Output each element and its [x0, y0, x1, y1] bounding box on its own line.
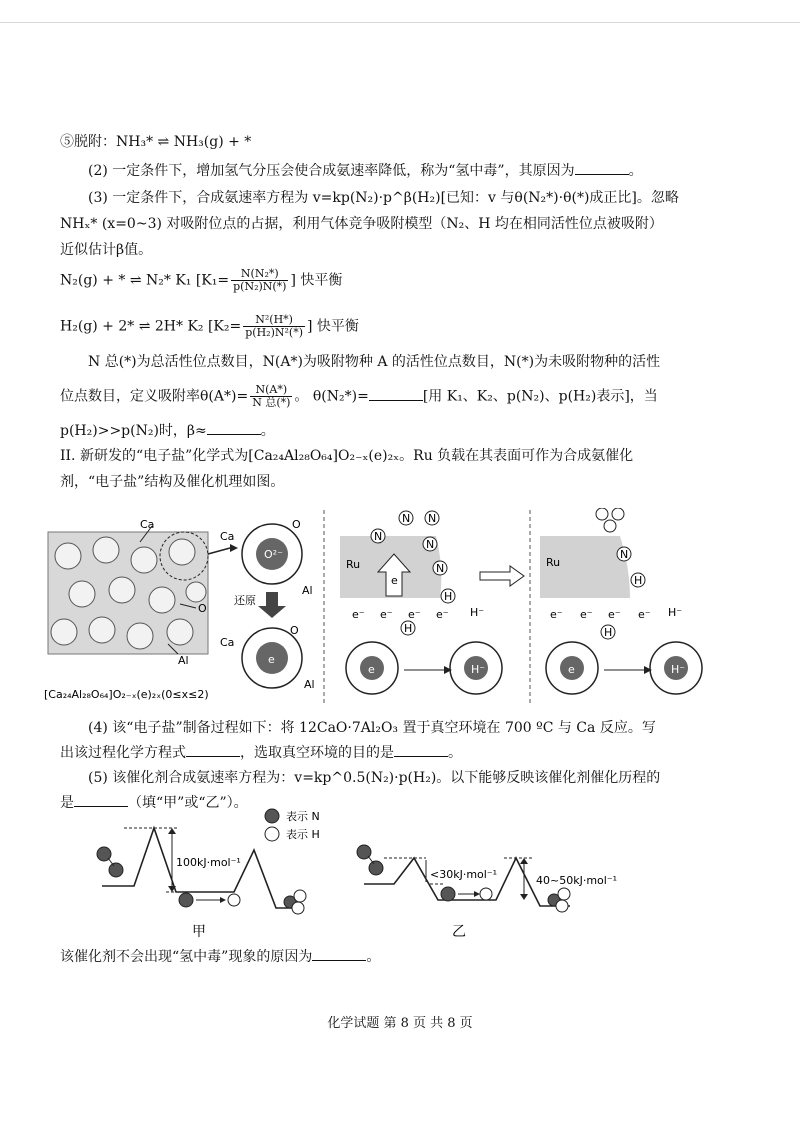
mechanism-panel-1 — [340, 511, 524, 621]
eq1-fraction — [231, 268, 288, 293]
profile-jia — [97, 828, 306, 940]
atom-n-5: N — [436, 562, 445, 575]
label-e-arrow: e — [391, 574, 398, 587]
text-line-definitions: N 总(*)为总活性位点数目，N(A*)为吸附物种 A 的活性位点数目，N(*)为未吸附物种的活性 — [88, 354, 661, 370]
answer-blank[interactable] — [575, 160, 629, 175]
label-ca: Ca — [140, 518, 155, 531]
atom-h-1: H — [444, 590, 453, 603]
q5-answer-blank[interactable] — [74, 792, 128, 807]
text-line-q4-cont — [60, 742, 462, 763]
cage-h-atom-1: H — [404, 622, 413, 635]
electron-1: e⁻ — [352, 608, 365, 621]
q2-text: (2) 一定条件下，增加氢气分压会使合成氨速率降低，称为“氢中毒”，其原因为 — [88, 163, 575, 179]
mechanism-panel-2 — [540, 508, 682, 621]
cage-h-1: H⁻ — [471, 663, 486, 676]
text-line-part2: II. 新研发的“电子盐”化学式为[Ca₂₄Al₂₈O₆₄]O₂₋ₓ(e)₂ₓ。Ru 负载在其表面可作为合成氨催化 — [60, 448, 634, 464]
label-o: O — [198, 602, 207, 615]
text-line-q3-cont: NHₓ* (x=0~3) 对吸附位点的占据，利用气体竞争吸附模型（N₂、H 均在相同活性位点被吸附） — [60, 216, 663, 232]
cage2-label-ca: Ca — [220, 636, 235, 649]
electron-3: e⁻ — [408, 608, 421, 621]
hydride-2: H⁻ — [668, 606, 683, 619]
theta-answer-blank[interactable] — [369, 386, 423, 401]
text-line-theta — [60, 384, 658, 409]
text-line-q2: (2) 一定条件下，增加氢气分压会使合成氨速率降低，称为“氢中毒”，其原因为 。 — [88, 160, 643, 181]
eq2-fraction — [243, 314, 305, 339]
text-line-q5-reason — [60, 946, 380, 967]
label-ru-2: Ru — [546, 556, 561, 569]
cage-h-2: H⁻ — [671, 663, 686, 676]
eq2-numerator: N²(H*) — [243, 314, 305, 327]
legend-h-text: 表示 H — [286, 828, 320, 841]
cage2-label-al: Al — [304, 678, 315, 691]
hydride-1: H⁻ — [470, 606, 485, 619]
q4-purpose-text: ，选取真空环境的目的是 — [240, 745, 394, 761]
theta-hint-text: [用 K₁、K₂、p(N₂)、p(H₂)表示]，当 — [422, 388, 658, 405]
q4-equation-blank[interactable] — [186, 742, 240, 757]
atom-n-1: N — [402, 512, 411, 525]
top-rule — [0, 22, 800, 23]
eq2-denominator: p(H₂)N²(*) — [245, 326, 303, 339]
label-ru: Ru — [346, 558, 361, 571]
mechanism-cages — [346, 621, 702, 694]
text-line-part2-cont: 剂，“电子盐”结构及催化机理如图。 — [60, 474, 285, 490]
atom-n-6: N — [620, 548, 629, 561]
yi-barrier1-label: <30kJ·mol⁻¹ — [430, 868, 498, 881]
atom-n-2: N — [428, 512, 437, 525]
label-reduce: 还原 — [234, 594, 256, 607]
beta-text: p(H₂)>>p(N₂)时，β≈ — [60, 423, 207, 439]
equation-n2-adsorption — [60, 268, 342, 293]
jia-label: 甲 — [192, 924, 206, 940]
text-line-q3: (3) 一定条件下，合成氨速率方程为 v=kp(N₂)·p^β(H₂)[已知：v 与θ(N₂*)·θ(*)成正比]。忽略 — [88, 190, 679, 206]
electride-formula: [Ca₂₄Al₂₈O₆₄]O₂₋ₓ(e)₂ₓ(0≤x≤2) — [44, 688, 209, 701]
eq1-numerator: N(N₂*) — [231, 268, 288, 281]
profile-yi — [357, 845, 617, 940]
atom-h-2: H — [634, 574, 643, 587]
cage-label-al: Al — [302, 584, 313, 597]
text-line-q3-end: 近似估计β值。 — [60, 242, 153, 258]
q5-reason-text: 该催化剂不会出现“氢中毒”现象的原因为 — [60, 949, 313, 965]
text-line-q5: (5) 该催化剂合成氨速率方程为：v=kp^0.5(N₂)·p(H₂)。以下能够反映该催化剂催化历程的 — [88, 770, 661, 786]
text-line-desorption: ⑤脱附：NH₃* ⇌ NH₃(g) + * — [60, 134, 252, 150]
q4-equation-text: 出该过程化学方程式 — [60, 745, 186, 761]
theta-fraction — [250, 384, 292, 409]
theta-numerator: N(A*) — [250, 384, 292, 397]
yi-label: 乙 — [452, 924, 466, 940]
theta-n2-text: 。 θ(N₂*)= — [294, 388, 369, 405]
text-line-q4: (4) 该“电子盐”制备过程如下：将 12CaO·7Al₂O₃ 置于真空环境在 700 ºC 与 Ca 反应。写 — [88, 720, 656, 736]
legend — [265, 809, 320, 841]
cage-e-2: e — [568, 663, 575, 676]
electron-2: e⁻ — [380, 608, 393, 621]
atom-n-4: N — [426, 538, 435, 551]
q5-reason-end: 。 — [366, 949, 381, 965]
beta-answer-blank[interactable] — [207, 420, 261, 435]
cage-before-reduction — [220, 518, 313, 597]
cage-h-atom-2: H — [604, 626, 613, 639]
q5-text: 是 — [60, 795, 74, 811]
electron-6: e⁻ — [580, 608, 593, 621]
q5-hint: （填“甲”或“乙”）。 — [128, 795, 248, 811]
q5-reason-blank[interactable] — [312, 946, 366, 961]
cage-e-1: e — [368, 663, 375, 676]
cage-label-ca: Ca — [220, 530, 235, 543]
theta-def-text: 位点数目，定义吸附率θ(A*)= — [60, 388, 249, 405]
label-al: Al — [178, 654, 189, 667]
eq2-right: ] 快平衡 — [306, 318, 359, 335]
text-line-beta — [60, 420, 275, 441]
theta-denominator: N 总(*) — [252, 396, 291, 409]
equation-h2-adsorption — [60, 314, 359, 339]
page-footer: 化学试题 第 8 页 共 8 页 — [327, 1016, 473, 1031]
electride-mechanism-figure — [40, 508, 760, 708]
q4-purpose-blank[interactable] — [394, 742, 448, 757]
label-electron-cage: e — [268, 653, 275, 666]
energy-profile-figure — [80, 808, 640, 940]
cage2-label-o: O — [290, 624, 299, 637]
electron-8: e⁻ — [638, 608, 651, 621]
yi-barrier2-label: 40~50kJ·mol⁻¹ — [536, 874, 618, 887]
cage-after-reduction — [220, 624, 315, 691]
reduction-arrow — [234, 592, 286, 618]
cage-label-o: O — [292, 518, 301, 531]
electron-4: e⁻ — [436, 608, 449, 621]
atom-n-3: N — [374, 530, 383, 543]
beta-end: 。 — [260, 423, 275, 439]
eq1-right: ] 快平衡 — [290, 272, 343, 289]
q4-end: 。 — [448, 745, 462, 761]
label-oxide-ion: O²⁻ — [264, 548, 283, 561]
electron-7: e⁻ — [608, 608, 621, 621]
eq1-left: N₂(g) + * ⇌ N₂* K₁ [K₁= — [60, 272, 230, 289]
eq2-left: H₂(g) + 2* ⇌ 2H* K₂ [K₂= — [60, 318, 242, 335]
jia-barrier-label: 100kJ·mol⁻¹ — [176, 856, 241, 869]
crystal-structure — [44, 518, 238, 701]
legend-n-text: 表示 N — [286, 810, 320, 823]
electron-5: e⁻ — [550, 608, 563, 621]
eq1-denominator: p(N₂)N(*) — [233, 280, 287, 293]
